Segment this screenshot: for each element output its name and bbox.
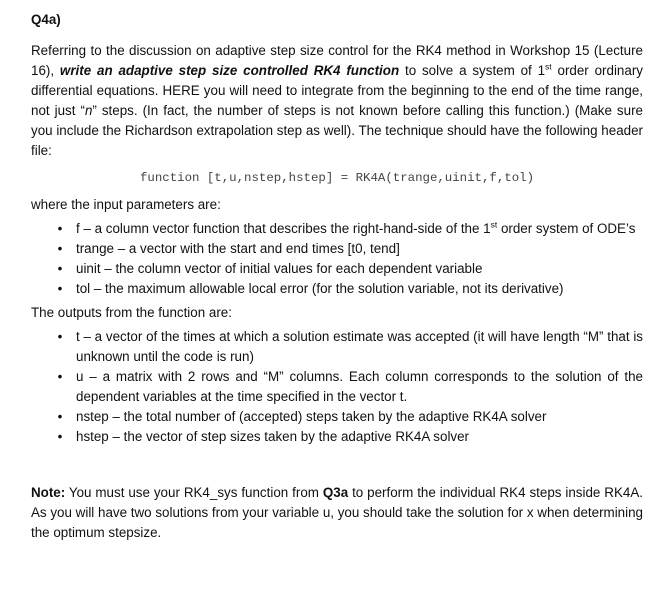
input-superscript: st	[490, 219, 498, 230]
input-text: f – a column vector function that describes the right-hand-side of the 1	[76, 221, 491, 236]
bullet-icon: •	[57, 409, 63, 424]
inputs-title: where the input parameters are:	[31, 197, 221, 212]
inputs-list	[31, 219, 643, 299]
outputs-title: The outputs from the function are:	[31, 305, 232, 320]
input-item-uinit	[31, 259, 643, 279]
input-text-tail: order system of ODE’s	[497, 221, 636, 236]
bullet-icon: •	[57, 241, 63, 256]
output-text: u – a matrix with 2 rows and “M” columns. Each column corresponds to the solution of the dependent variables at the time specified in the vector t.	[76, 369, 643, 404]
note-paragraph	[31, 483, 643, 543]
function-header-code: function [t,u,nstep,hstep] = RK4A(trange,uinit,f,tol)	[139, 171, 535, 185]
intro-superscript: st	[545, 61, 552, 72]
intro-text-4: order ordinary differential equations. HERE you will need to integrate from the beginning to the end of the time range, not just “	[31, 63, 643, 118]
output-text: t – a vector of the times at which a solution estimate was accepted (it will have length “M” that is unknown until the code is run)	[76, 329, 643, 364]
note-text-2: to perform the individual RK4 steps inside RK4A. As you will have two solutions from your variable u, you should take the solution for x when determining the optimum stepsize.	[31, 485, 643, 540]
output-text: hstep – the vector of step sizes taken by the adaptive RK4A solver	[76, 429, 470, 444]
output-item-hstep	[31, 427, 643, 447]
note-text-1: You must use your RK4_sys function from	[65, 485, 323, 500]
bullet-icon: •	[57, 369, 63, 384]
intro-text-3: to solve a system of 1	[399, 63, 546, 78]
intro-text-1: Referring to the discussion on adaptive step size control for the RK4 method in Workshop 15 (Lecture 16),	[31, 43, 643, 78]
intro-paragraph	[31, 41, 643, 161]
spacer	[31, 451, 643, 483]
input-item-trange	[31, 239, 643, 259]
input-item-tol	[31, 279, 643, 299]
output-item-u	[31, 367, 643, 407]
input-text: uinit – the column vector of initial values for each dependent variable	[76, 261, 483, 276]
intro-emphasis: write an adaptive step size controlled RK4 function	[59, 63, 400, 78]
note-reference: Q3a	[322, 485, 349, 500]
bullet-icon: •	[57, 221, 63, 236]
bullet-icon: •	[57, 329, 63, 344]
output-text: nstep – the total number of (accepted) steps taken by the adaptive RK4A solver	[76, 409, 547, 424]
output-item-t	[31, 327, 643, 367]
output-item-nstep	[31, 407, 643, 427]
bullet-icon: •	[57, 281, 63, 296]
document-page	[31, 10, 643, 543]
input-item-f	[31, 219, 643, 239]
input-text: tol – the maximum allowable local error (for the solution variable, not its derivative)	[76, 281, 564, 296]
outputs-list	[31, 327, 643, 447]
input-text: trange – a vector with the start and end times [t0, tend]	[76, 241, 400, 256]
bullet-icon: •	[57, 261, 63, 276]
question-heading: Q4a)	[31, 12, 61, 27]
bullet-icon: •	[57, 429, 63, 444]
intro-italic-n: n	[84, 103, 93, 118]
intro-text-5: ” steps. (In fact, the number of steps is not known before calling this function.) (Make sure you include the Richardson extrapolation step as well). The technique should have the following header file:	[31, 103, 643, 158]
note-label: Note:	[31, 485, 66, 500]
